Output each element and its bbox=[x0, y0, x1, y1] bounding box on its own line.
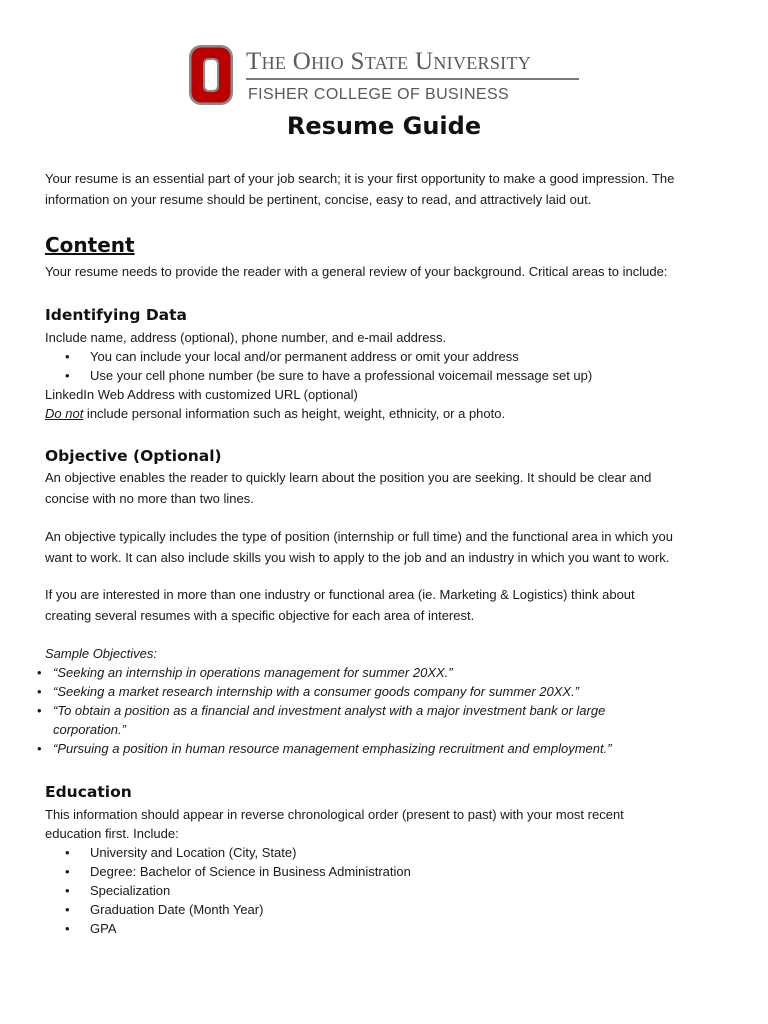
samples-label: Sample Objectives: bbox=[45, 646, 157, 661]
content-text: Your resume needs to provide the reader with a general review of your background. Critical areas to include: bbox=[45, 264, 668, 279]
sample-3-line2: corporation.” bbox=[53, 722, 126, 737]
list-item: • GPA bbox=[45, 919, 725, 938]
sample-3-line1: “To obtain a position as a financial and investment analyst with a major investment bank or large bbox=[53, 703, 606, 718]
donot-line bbox=[45, 404, 725, 423]
list-item: • You can include your local and/or permanent address or omit your address bbox=[45, 347, 725, 366]
list-item: • University and Location (City, State) bbox=[45, 843, 725, 862]
education-line1: This information should appear in reverse chronological order (present to past) with your most recent bbox=[45, 807, 624, 822]
list-item: • “Pursuing a position in human resource management emphasizing recruitment and employment.” bbox=[45, 739, 725, 758]
block-o-logo-icon bbox=[188, 44, 234, 106]
list-item: • Graduation Date (Month Year) bbox=[45, 900, 725, 919]
identifying-line: Include name, address (optional), phone number, and e-mail address. bbox=[45, 330, 447, 345]
objective-p2-line2: want to work. It can also include skills you wish to apply to the job and an industry in which you want to work. bbox=[45, 550, 670, 565]
page-title: Resume Guide bbox=[286, 112, 482, 140]
osu-header-logo bbox=[188, 44, 588, 108]
content-heading: Content bbox=[45, 233, 135, 257]
objective-p3-line1: If you are interested in more than one industry or functional area (ie. Marketing & Logistics) think about bbox=[45, 587, 635, 602]
objective-p3-line2: creating several resumes with a specific objective for each area of interest. bbox=[45, 608, 475, 623]
list-item bbox=[45, 701, 725, 739]
university-name: The Ohio State University bbox=[246, 48, 532, 75]
linkedin-line: LinkedIn Web Address with customized URL (optional) bbox=[45, 387, 358, 402]
header-divider bbox=[246, 78, 579, 80]
list-item: • Specialization bbox=[45, 881, 725, 900]
objective-p1-line1: An objective enables the reader to quickly learn about the position you are seeking. It should be clear and bbox=[45, 470, 652, 485]
objective-heading: Objective (Optional) bbox=[45, 447, 222, 465]
donot-rest: include personal information such as height, weight, ethnicity, or a photo. bbox=[83, 406, 506, 421]
list-item: • “Seeking an internship in operations management for summer 20XX.” bbox=[45, 663, 725, 682]
list-item: • “Seeking a market research internship with a consumer goods company for summer 20XX.” bbox=[45, 682, 725, 701]
education-bullets bbox=[45, 843, 725, 938]
education-heading: Education bbox=[45, 783, 132, 801]
college-name: FISHER COLLEGE OF BUSINESS bbox=[248, 86, 510, 103]
objective-p2-line1: An objective typically includes the type of position (internship or full time) and the functional area in which you bbox=[45, 529, 673, 544]
education-line2: education first. Include: bbox=[45, 826, 179, 841]
list-item: • Degree: Bachelor of Science in Business Administration bbox=[45, 862, 725, 881]
list-item: • Use your cell phone number (be sure to have a professional voicemail message set up) bbox=[45, 366, 725, 385]
education-section bbox=[45, 783, 725, 938]
identifying-data-section bbox=[45, 306, 725, 423]
donot-emphasis: Do not bbox=[45, 406, 84, 421]
sample-objectives-list bbox=[45, 663, 725, 758]
intro-line-1: Your resume is an essential part of your job search; it is your first opportunity to make a good impression. The bbox=[45, 171, 675, 186]
content-section bbox=[45, 233, 725, 282]
objective-p1-line2: concise with no more than two lines. bbox=[45, 491, 254, 506]
identifying-heading: Identifying Data bbox=[45, 306, 188, 324]
identifying-bullets bbox=[45, 347, 725, 385]
intro-line-2: information on your resume should be pertinent, concise, easy to read, and attractively laid out. bbox=[45, 192, 592, 207]
objective-section bbox=[45, 447, 725, 758]
intro-paragraph bbox=[45, 168, 725, 210]
